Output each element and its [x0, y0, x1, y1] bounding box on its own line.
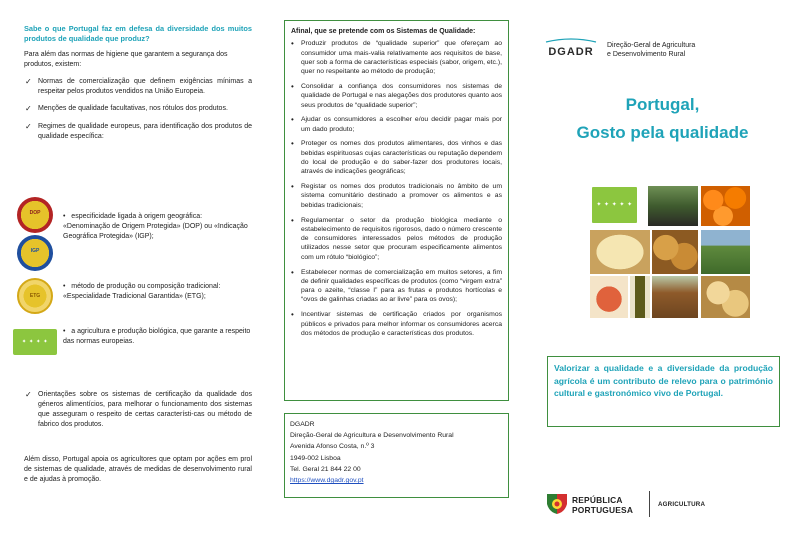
igp-seal-icon: [17, 235, 53, 271]
method-bullet: • método de produção ou composição tradicional:: [63, 283, 221, 290]
title-line1: Portugal,: [625, 95, 700, 114]
title-line2: Gosto pela qualidade: [576, 123, 749, 142]
bread-photo: [652, 230, 698, 274]
ministry-label: AGRICULTURA: [658, 501, 706, 508]
dgadr-logo: [540, 38, 602, 60]
list-item: • Consolidar a confiança dos consumidores nos sistemas de qualidade de Portugal e nas alegações dos produtores quanto aos seus produtos de “qualidade superior”;: [291, 82, 502, 110]
list-item: • Proteger os nomes dos produtos alimentares, dos vinhos e das bebidas espirituosas cujas características ou reputação dependem do local de produção e do saber-fazer dos produtores locais, através de indicações geográficas;: [291, 139, 502, 176]
origin-block: [63, 212, 253, 242]
left-intro: Para além das normas de higiene que garantem a segurança dos produtos, existem:: [24, 51, 228, 68]
check-item-orientacoes: [24, 390, 252, 430]
list-item: • Registar os nomes dos produtos tradicionais no âmbito de um sistema comunitário destinado a promover os alimentos e as bebidas tradicionais;: [291, 182, 502, 210]
checkmark-icon: ✓: [25, 390, 32, 399]
contact-name: Direção-Geral de Agricultura e Desenvolvimento Rural: [290, 432, 454, 440]
page-title: [560, 91, 765, 147]
closing-text: Além disso, Portugal apoia os agricultores que optam por ações em prol de sistemas de qualidade, através de medidas de desenvolvimento rural e de ajudas à promoção.: [24, 456, 252, 483]
cattle-photo: [648, 186, 698, 226]
eu-organic-leaf-icon: ✦ ✦ ✦ ✦ ✦: [592, 187, 637, 223]
republic-name-line2: PORTUGUESA: [572, 505, 634, 515]
left-heading: Sabe o que Portugal faz em defesa da diversidade dos muitos produtos de qualidade que produz?: [24, 24, 252, 43]
list-item: • Ajudar os consumidores a escolher e/ou decidir pagar mais por um dado produto;: [291, 115, 502, 134]
ox-photo: [652, 276, 698, 318]
check-item-text: Regimes de qualidade europeus, para identificação dos produtos de qualidade específica:: [38, 122, 252, 140]
dgadr-logo-text: DGADR: [548, 46, 594, 58]
checkmark-icon: ✓: [25, 104, 32, 114]
quality-systems-box: [284, 20, 509, 401]
igp-seal-label: IGP: [30, 248, 40, 254]
method-block: [63, 282, 253, 302]
quality-systems-list: [291, 39, 502, 338]
method-text: «Especialidade Tradicional Garantida» (ETG);: [63, 293, 206, 300]
contact-address: Avenida Afonso Costa, n.º 3: [290, 443, 375, 451]
contact-phone: Tel. Geral 21 844 22 00: [290, 465, 361, 473]
olive-oil-photo: [630, 276, 650, 318]
check-item-regimes: [24, 122, 252, 141]
quality-systems-title: Afinal, que se pretende com os Sistemas de Qualidade:: [291, 28, 476, 35]
list-item: • Estabelecer normas de comercialização em muitos setores, a fim de definir qualidades específicas de produtos (como “virgem extra” para o azeite, “classe I” para as frutas e produtos hortícolas e “ovos de galinhas criadas ao ar livre” para os ovos);: [291, 268, 502, 305]
org-name-line2: e Desenvolvimento Rural: [607, 51, 686, 59]
list-item: • Regulamentar o setor da produção biológica mediante o estabelecimento de requisitos rigorosos, dado o número crescente de consumidores interessados pelos métodos de produção utilizados nesse setor que procuram especificamente alimentos com um rótulo “biológico”;: [291, 216, 502, 262]
list-item: • Incentivar sistemas de certificação criados por organismos públicos e privados para melhor informar os consumidores acerca dos métodos de produção e características dos produtos.: [291, 310, 502, 338]
dop-seal-icon: [17, 197, 53, 233]
value-statement: Valorizar a qualidade e a diversidade da produção agrícola é um contributo de relevo para o património cultural e gastronómico vivo de Portugal.: [547, 356, 780, 427]
republic-name: [572, 495, 633, 515]
check-item-text: Normas de comercialização que definem exigências mínimas a respeitar pelos produtos vendidos na União Europeia.: [38, 78, 252, 95]
landscape-photo: [701, 230, 750, 274]
check-item-normas: [24, 77, 252, 96]
org-name-line1: Direção-Geral de Agricultura: [607, 42, 696, 49]
origin-text: «Denominação de Origem Protegida» (DOP) ou «Indicação Geográfica Protegida» (IGP);: [63, 223, 248, 240]
origin-bullet: • especificidade ligada à origem geográfica:: [63, 213, 203, 220]
list-item: • Produzir produtos de “qualidade superior” que ofereçam ao consumidor uma mais-valia relativamente aos requisitos de base, quer sob a forma de características especiais (sabor, origem, etc.), quer no respeitante ao método de produção;: [291, 39, 502, 76]
oranges-photo: [701, 186, 750, 226]
orientations-text: Orientações sobre os sistemas de certificação da qualidade dos géneros alimentícios, para melhorar o funcionamento dos sistemas que asseguram o respeito de certas característi-cas ou método de fabrico dos produtos.: [38, 391, 252, 428]
check-item-text: Menções de qualidade facultativas, nos rótulos dos produtos.: [38, 105, 228, 113]
org-name: [607, 41, 695, 60]
checkmark-icon: ✓: [25, 77, 32, 87]
footer-divider: [649, 491, 650, 517]
republic-emblem-icon: [543, 490, 571, 518]
republic-name-line1: REPÚBLICA: [572, 495, 623, 505]
bio-block: • a agricultura e produção biológica, que garante a respeito das normas europeias.: [63, 328, 251, 345]
apple-photo: [590, 276, 628, 318]
contact-acronym: DGADR: [290, 421, 315, 428]
contact-box: [284, 413, 509, 498]
etg-seal-icon: [17, 278, 53, 314]
contact-postal: 1949-002 Lisboa: [290, 454, 341, 462]
cheese-wheels-photo: [701, 276, 750, 318]
cheese-photo: [590, 230, 650, 274]
bio-text: a agricultura e produção biológica, que garante a respeito das normas europeias.: [63, 328, 251, 345]
eu-organic-logo-icon: ✦ ✦ ✦ ✦: [13, 329, 57, 355]
dop-seal-label: DOP: [29, 210, 41, 216]
check-item-mencoes: [24, 104, 252, 114]
etg-seal-label: ETG: [29, 293, 41, 299]
checkmark-icon: ✓: [25, 121, 32, 131]
contact-website-link[interactable]: https://www.dgadr.gov.pt: [290, 477, 364, 485]
